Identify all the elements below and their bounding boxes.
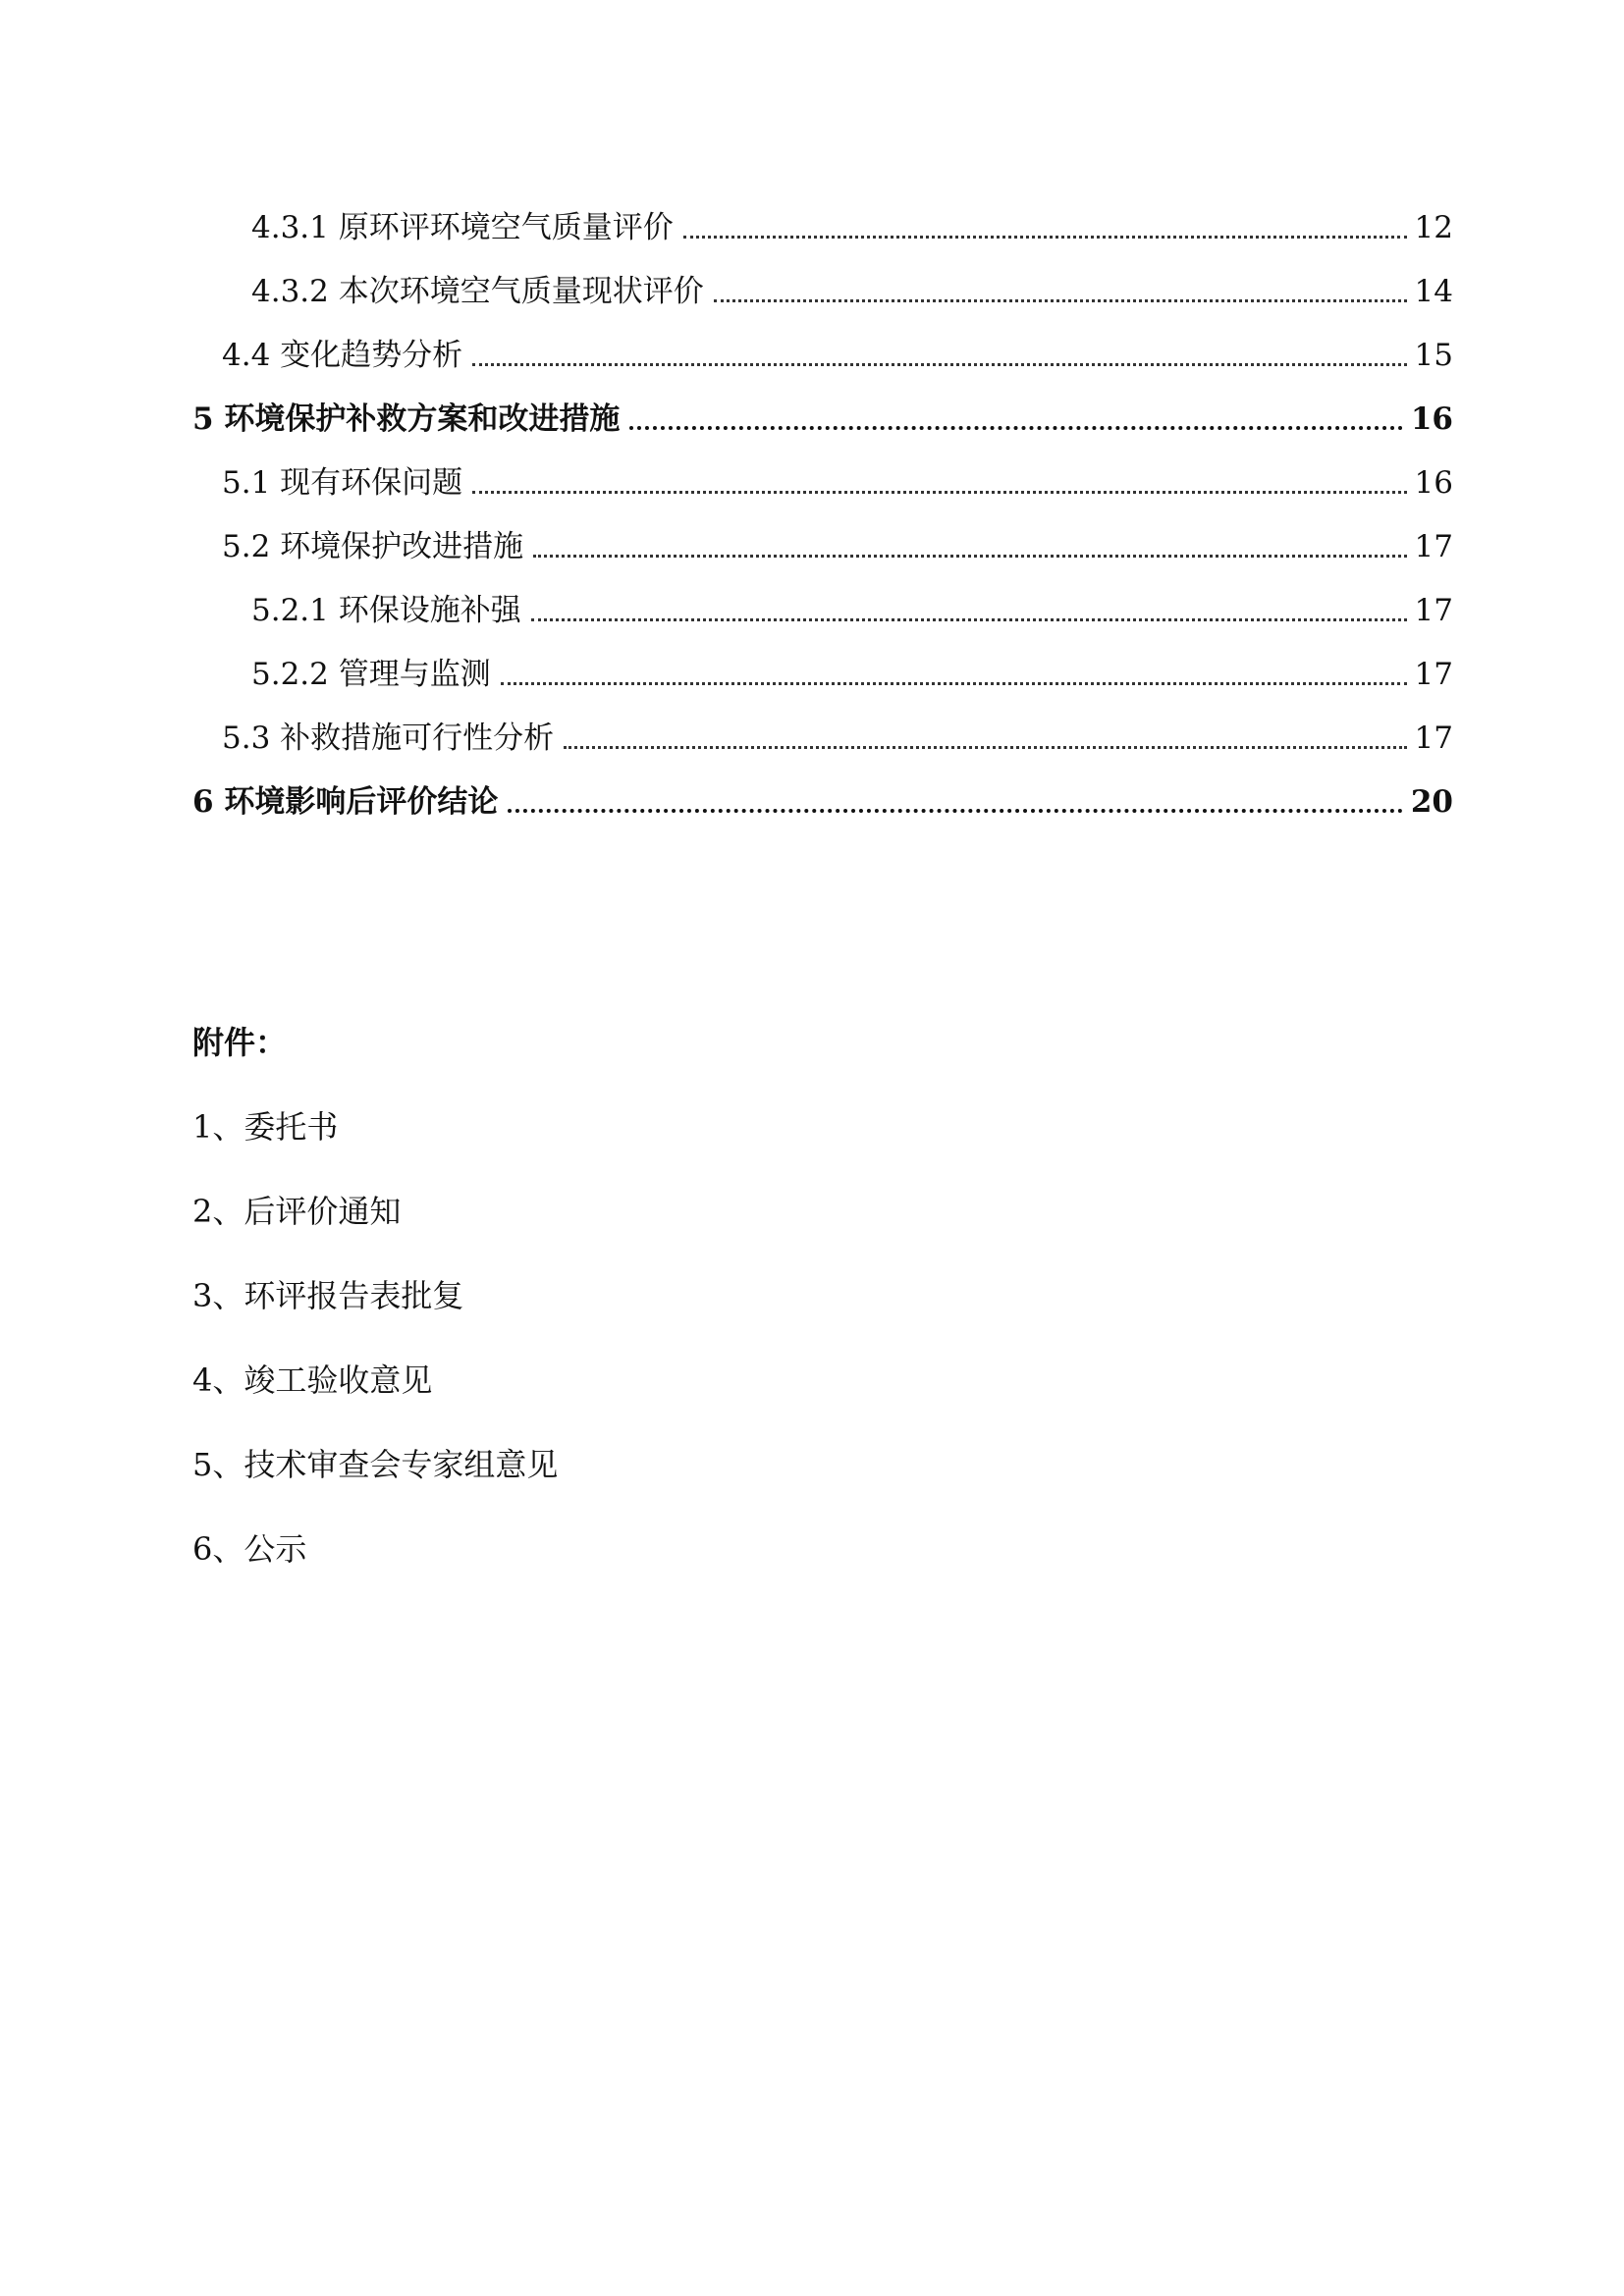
attachment-item: 5、技术审查会专家组意见 — [192, 1446, 559, 1483]
toc-entry-label: 4.3.2 本次环境空气质量现状评价 — [251, 274, 704, 309]
toc-entry-5-2-1[interactable] — [251, 589, 1453, 632]
toc-leader-dots — [714, 299, 1407, 302]
toc-entry-6[interactable] — [192, 780, 1453, 824]
toc-leader-dots — [472, 363, 1406, 366]
toc-entry-4-3-1[interactable] — [251, 206, 1453, 249]
toc-page-number: 16 — [1414, 465, 1453, 501]
toc-entry-5-2-2[interactable] — [251, 653, 1453, 696]
toc-entry-5-2[interactable] — [222, 525, 1453, 568]
attachment-item: 1、委托书 — [192, 1108, 339, 1146]
attachments-heading: 附件： — [192, 1024, 288, 1061]
toc-leader-dots — [629, 426, 1402, 430]
toc-page-number: 17 — [1414, 721, 1453, 756]
toc-entry-label: 5.1 现有环保问题 — [222, 465, 463, 501]
toc-entry-label: 5.2.1 环保设施补强 — [251, 593, 521, 628]
toc-leader-dots — [564, 746, 1406, 749]
attachment-item: 6、公示 — [192, 1530, 307, 1568]
toc-leader-dots — [531, 618, 1407, 621]
toc-leader-dots — [508, 809, 1402, 813]
toc-entry-label: 5 环境保护补救方案和改进措施 — [192, 401, 621, 437]
toc-page-number: 16 — [1410, 401, 1453, 437]
toc-entry-5-1[interactable] — [222, 461, 1453, 505]
toc-page-number: 15 — [1414, 338, 1453, 373]
toc-leader-dots — [501, 682, 1407, 685]
toc-leader-dots — [683, 236, 1407, 239]
toc-page-number: 17 — [1414, 657, 1453, 692]
toc-entry-4-4[interactable] — [222, 334, 1453, 377]
toc-entry-label: 5.3 补救措施可行性分析 — [222, 721, 555, 756]
toc-page-number: 17 — [1414, 529, 1453, 564]
attachment-item: 2、后评价通知 — [192, 1193, 402, 1230]
attachment-item: 4、竣工验收意见 — [192, 1362, 433, 1399]
toc-leader-dots — [472, 491, 1406, 494]
toc-page-number: 20 — [1410, 784, 1453, 820]
toc-page-number: 17 — [1414, 593, 1453, 628]
toc-page-number: 12 — [1414, 210, 1453, 245]
toc-page-number: 14 — [1414, 274, 1453, 309]
toc-leader-dots — [533, 555, 1406, 558]
attachment-item: 3、环评报告表批复 — [192, 1277, 464, 1314]
toc-entry-label: 6 环境影响后评价结论 — [192, 784, 499, 820]
toc-entry-label: 4.3.1 原环评环境空气质量评价 — [251, 210, 674, 245]
toc-entry-5-3[interactable] — [222, 717, 1453, 760]
toc-entry-5[interactable] — [192, 398, 1453, 441]
toc-entry-4-3-2[interactable] — [251, 270, 1453, 313]
toc-entry-label: 4.4 变化趋势分析 — [222, 338, 463, 373]
toc-entry-label: 5.2.2 管理与监测 — [251, 657, 491, 692]
toc-entry-label: 5.2 环境保护改进措施 — [222, 529, 524, 564]
